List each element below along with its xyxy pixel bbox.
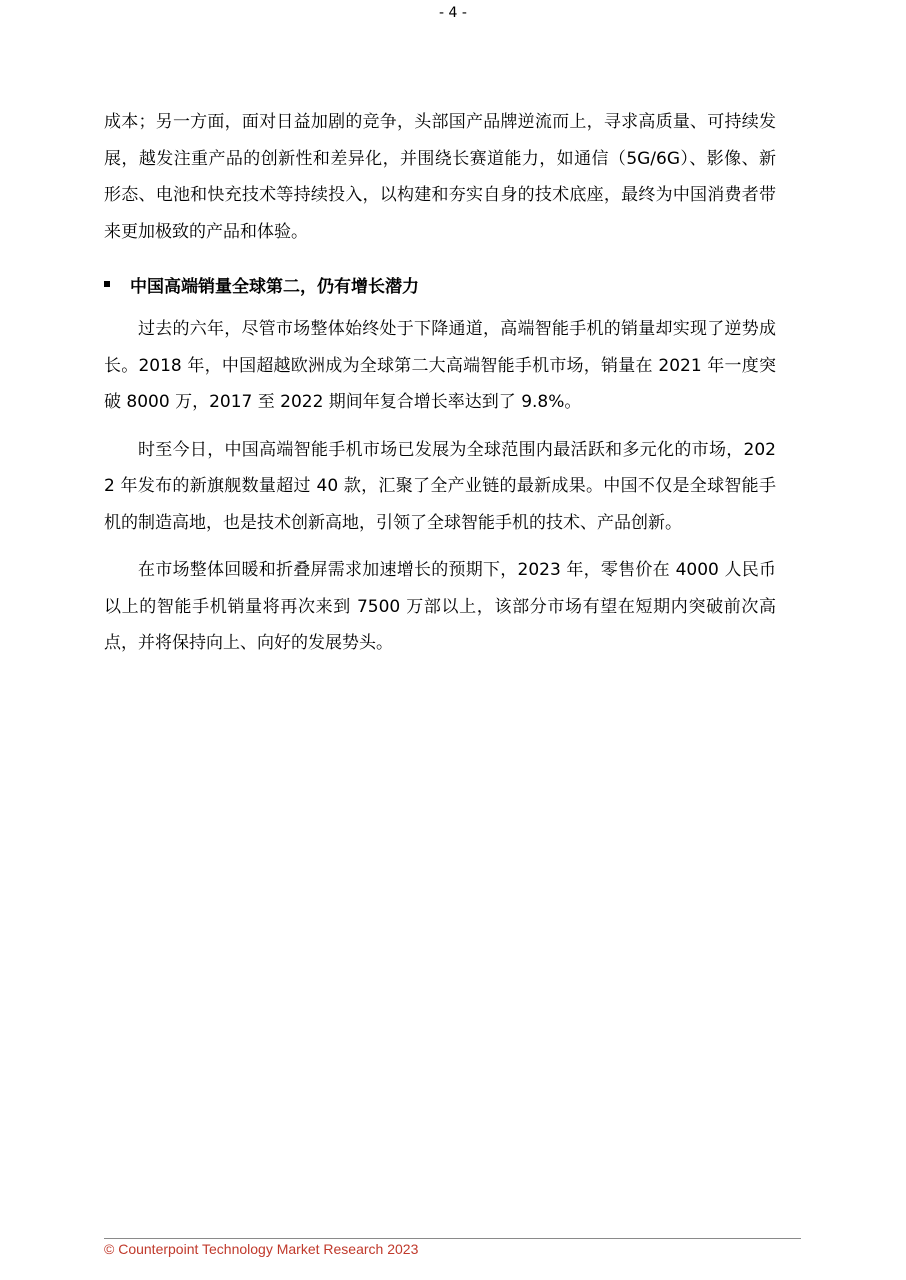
square-bullet-icon [104, 281, 110, 287]
footer-divider [104, 1238, 801, 1239]
paragraph-outlook: 在市场整体回暖和折叠屏需求加速增长的预期下，2023 年，零售价在 4000 人民币以上的智能手机销量将再次来到 7500 万部以上，该部分市场有望在短期内突破前次高点，并将保持向上、向好的发展势头。 [104, 560, 776, 653]
paragraph-market: 时至今日，中国高端智能手机市场已发展为全球范围内最活跃和多元化的市场，2022 年发布的新旗舰数量超过 40 款，汇聚了全产业链的最新成果。中国不仅是全球智能手机的制造高地，也是技术创新高地，引领了全球智能手机的技术、产品创新。 [104, 439, 776, 533]
paragraph-growth: 过去的六年，尽管市场整体始终处于下降通道，高端智能手机的销量却实现了逆势成长。2018 年，中国超越欧洲成为全球第二大高端智能手机市场，销量在 2021 年一度突破 8000 万，2017 至 2022 期间年复合增长率达到了 9.8%。 [104, 319, 776, 412]
footer-copyright: © Counterpoint Technology Market Research 2023 [104, 1241, 419, 1257]
document-body [104, 104, 776, 662]
paragraph-continuation: 成本；另一方面，面对日益加剧的竞争，头部国产品牌逆流而上，寻求高质量、可持续发展，越发注重产品的创新性和差异化，并围绕长赛道能力，如通信（5G/6G）、影像、新形态、电池和快充技术等持续投入，以构建和夯实自身的技术底座，最终为中国消费者带来更加极致的产品和体验。 [104, 112, 776, 242]
section-heading [104, 265, 776, 303]
page-number: - 4 - [439, 5, 467, 21]
section-heading-text: 中国高端销量全球第二，仍有增长潜力 [130, 276, 419, 297]
